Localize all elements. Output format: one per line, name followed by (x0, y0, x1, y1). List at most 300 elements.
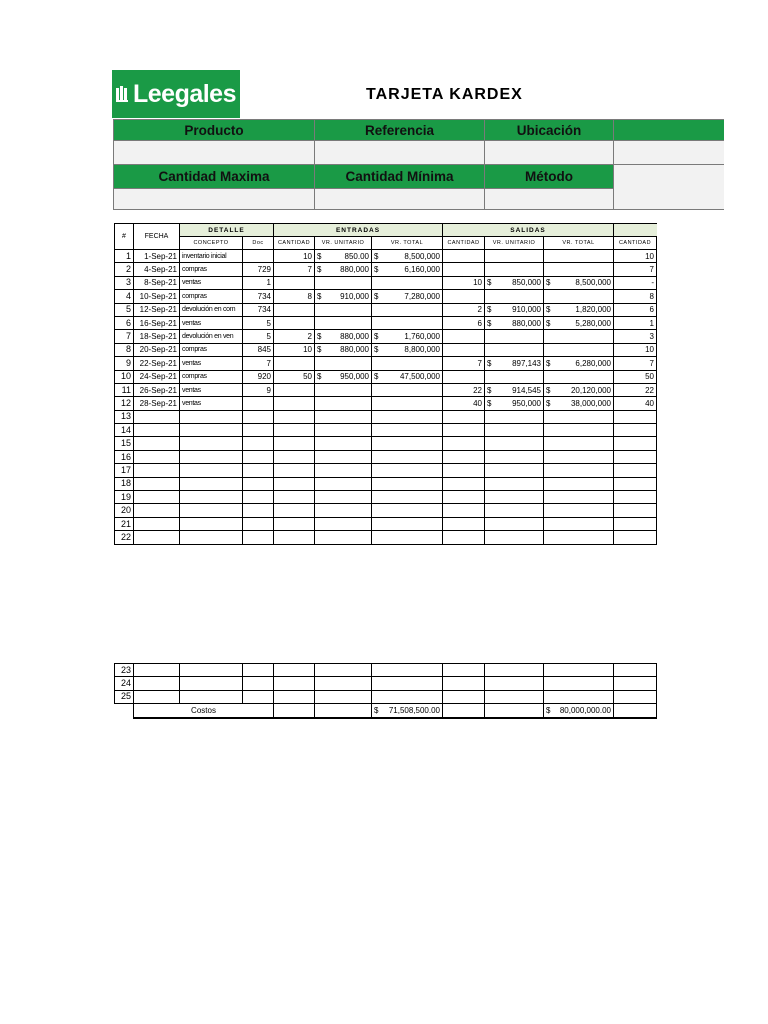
empty-cell[interactable] (614, 437, 657, 450)
empty-cell[interactable] (180, 437, 243, 450)
empty-cell[interactable] (372, 450, 443, 463)
empty-cell[interactable] (243, 531, 274, 544)
empty-cell[interactable] (443, 477, 485, 490)
entradas-vr-total-cell[interactable] (372, 370, 443, 383)
empty-cell[interactable] (274, 450, 315, 463)
costos-blank-4 (443, 704, 485, 718)
salidas-vr-unitario-cell[interactable] (485, 383, 544, 396)
entradas-cantidad-cell[interactable] (274, 276, 315, 289)
entradas-vr-unitario-cell-value: 950,000 (340, 372, 369, 382)
entradas-vr-unitario-cell[interactable] (315, 397, 372, 410)
ubicacion-label: Ubicación (485, 120, 614, 141)
fecha-cell[interactable]: 18-Sep-21 (134, 330, 180, 343)
salidas-vr-unitario-cell-value: 914,545 (512, 385, 541, 395)
empty-cell[interactable] (134, 491, 180, 504)
entradas-vr-total-cell[interactable] (372, 383, 443, 396)
table-row (115, 383, 657, 396)
empty-cell[interactable] (372, 690, 443, 703)
entradas-vr-unitario-cell[interactable] (315, 276, 372, 289)
empty-cell[interactable] (180, 424, 243, 437)
empty-cell[interactable] (274, 464, 315, 477)
row-number: 4 (115, 290, 134, 303)
table-row (115, 450, 657, 463)
empty-cell[interactable] (614, 491, 657, 504)
empty-cell[interactable] (485, 464, 544, 477)
doc-cell[interactable]: 734 (243, 290, 274, 303)
salidas-vr-total-cell[interactable] (544, 383, 614, 396)
entradas-vr-total-cell[interactable] (372, 290, 443, 303)
costos-salidas-cell (544, 704, 614, 718)
empty-cell[interactable] (544, 491, 614, 504)
empty-cell[interactable] (485, 477, 544, 490)
empty-cell[interactable] (372, 517, 443, 530)
concepto-cell[interactable]: compras (180, 343, 243, 356)
empty-cell[interactable] (485, 450, 544, 463)
empty-cell[interactable] (372, 531, 443, 544)
empty-cell[interactable] (315, 424, 372, 437)
doc-cell[interactable]: 920 (243, 370, 274, 383)
fecha-cell[interactable]: 28-Sep-21 (134, 397, 180, 410)
empty-cell[interactable] (134, 517, 180, 530)
costos-row (115, 704, 657, 718)
empty-cell[interactable] (614, 464, 657, 477)
empty-cell[interactable] (243, 491, 274, 504)
salidas-vr-unitario-cell[interactable] (485, 330, 544, 343)
salidas-cantidad-cell[interactable]: 6 (443, 316, 485, 329)
empty-cell[interactable] (274, 491, 315, 504)
empty-cell[interactable] (443, 690, 485, 703)
empty-cell[interactable] (243, 477, 274, 490)
doc-cell[interactable]: 9 (243, 383, 274, 396)
ubicacion-field[interactable] (485, 141, 614, 165)
empty-cell[interactable] (134, 677, 180, 690)
empty-cell[interactable] (315, 677, 372, 690)
referencia-field[interactable] (315, 141, 485, 165)
empty-cell[interactable] (614, 677, 657, 690)
empty-cell[interactable] (485, 437, 544, 450)
entradas-vr-unitario-cell[interactable] (315, 316, 372, 329)
fecha-cell[interactable]: 4-Sep-21 (134, 263, 180, 276)
referencia-label: Referencia (315, 120, 485, 141)
empty-cell[interactable] (134, 531, 180, 544)
entradas-vr-unitario-cell[interactable] (315, 250, 372, 263)
entradas-vr-total-cell[interactable] (372, 263, 443, 276)
empty-cell[interactable] (544, 664, 614, 677)
empty-cell[interactable] (274, 504, 315, 517)
row-number: 2 (115, 263, 134, 276)
salidas-vr-unitario-cell[interactable] (485, 290, 544, 303)
fecha-cell[interactable]: 1-Sep-21 (134, 250, 180, 263)
entradas-vr-unitario-cell-value: 880,000 (340, 345, 369, 355)
row-number: 10 (115, 370, 134, 383)
empty-cell[interactable] (180, 504, 243, 517)
costos-label: Costos (134, 704, 274, 718)
saldo-cantidad-cell[interactable]: 1 (614, 316, 657, 329)
salidas-cantidad-cell[interactable] (443, 370, 485, 383)
saldo-cantidad-cell[interactable]: 8 (614, 290, 657, 303)
empty-cell[interactable] (243, 517, 274, 530)
salidas-cantidad-cell[interactable]: 2 (443, 303, 485, 316)
empty-cell[interactable] (544, 690, 614, 703)
concepto-cell[interactable]: ventas (180, 276, 243, 289)
salidas-cantidad-cell[interactable] (443, 330, 485, 343)
metodo-value-cell[interactable] (614, 165, 724, 210)
empty-cell[interactable] (544, 504, 614, 517)
empty-cell[interactable] (372, 664, 443, 677)
empty-cell[interactable] (544, 410, 614, 423)
concepto-cell[interactable]: ventas (180, 357, 243, 370)
empty-cell[interactable] (485, 424, 544, 437)
empty-cell[interactable] (544, 464, 614, 477)
empty-cell[interactable] (315, 531, 372, 544)
salidas-vr-total-cell[interactable] (544, 357, 614, 370)
entradas-cantidad-cell[interactable]: 2 (274, 330, 315, 343)
empty-cell[interactable] (315, 690, 372, 703)
empty-cell[interactable] (372, 437, 443, 450)
entradas-vr-total-cell-value: 8,800,000 (404, 345, 440, 355)
salidas-vr-total-cell-value: 38,000,000 (570, 398, 611, 408)
saldo-cantidad-cell[interactable]: 6 (614, 303, 657, 316)
empty-cell[interactable] (443, 450, 485, 463)
empty-cell[interactable] (614, 410, 657, 423)
saldo-cantidad-cell[interactable]: - (614, 276, 657, 289)
salidas-vr-unitario-cell[interactable] (485, 370, 544, 383)
concepto-cell[interactable]: ventas (180, 397, 243, 410)
doc-cell[interactable]: 845 (243, 343, 274, 356)
empty-cell[interactable] (614, 517, 657, 530)
empty-cell[interactable] (315, 450, 372, 463)
cantidad-maxima-field[interactable] (114, 189, 315, 210)
salidas-cantidad-cell[interactable]: 40 (443, 397, 485, 410)
saldo-cantidad-cell[interactable]: 7 (614, 263, 657, 276)
salidas-vr-total-cell[interactable] (544, 397, 614, 410)
fecha-cell[interactable]: 20-Sep-21 (134, 343, 180, 356)
entradas-cantidad-cell[interactable]: 10 (274, 343, 315, 356)
empty-cell[interactable] (614, 504, 657, 517)
empty-cell[interactable] (443, 464, 485, 477)
concepto-cell[interactable]: ventas (180, 316, 243, 329)
salidas-cantidad-cell[interactable] (443, 250, 485, 263)
concepto-cell[interactable]: compras (180, 263, 243, 276)
empty-cell[interactable] (315, 464, 372, 477)
empty-cell[interactable] (243, 464, 274, 477)
salidas-cantidad-cell[interactable] (443, 290, 485, 303)
empty-cell[interactable] (443, 677, 485, 690)
empty-cell[interactable] (243, 677, 274, 690)
empty-cell[interactable] (134, 437, 180, 450)
entradas-vr-total-cell[interactable] (372, 330, 443, 343)
empty-cell[interactable] (485, 491, 544, 504)
empty-cell[interactable] (134, 424, 180, 437)
sub-salidas-cantidad: CANTIDAD (443, 237, 485, 250)
salidas-vr-total-cell[interactable] (544, 276, 614, 289)
entradas-vr-unitario-cell[interactable] (315, 357, 372, 370)
empty-cell[interactable] (134, 690, 180, 703)
entradas-vr-total-cell[interactable] (372, 250, 443, 263)
producto-field[interactable] (114, 141, 315, 165)
empty-cell[interactable] (544, 437, 614, 450)
empty-cell[interactable] (243, 664, 274, 677)
entradas-vr-unitario-cell[interactable] (315, 290, 372, 303)
saldo-cantidad-cell[interactable]: 10 (614, 250, 657, 263)
empty-cell[interactable] (243, 690, 274, 703)
entradas-cantidad-cell[interactable]: 10 (274, 250, 315, 263)
salidas-vr-total-cell[interactable] (544, 330, 614, 343)
empty-cell[interactable] (372, 677, 443, 690)
entradas-cantidad-cell[interactable] (274, 397, 315, 410)
fecha-cell[interactable]: 12-Sep-21 (134, 303, 180, 316)
extra-field[interactable] (614, 141, 724, 165)
empty-cell[interactable] (485, 410, 544, 423)
saldo-cantidad-cell[interactable]: 22 (614, 383, 657, 396)
row-number: 20 (115, 504, 134, 517)
concepto-cell[interactable]: compras (180, 370, 243, 383)
entradas-vr-total-cell[interactable] (372, 303, 443, 316)
entradas-cantidad-cell[interactable]: 7 (274, 263, 315, 276)
entradas-vr-unitario-cell[interactable] (315, 383, 372, 396)
empty-cell[interactable] (372, 504, 443, 517)
empty-cell[interactable] (372, 491, 443, 504)
entradas-vr-total-cell[interactable] (372, 276, 443, 289)
currency-sign: $ (374, 345, 379, 355)
fecha-cell[interactable]: 24-Sep-21 (134, 370, 180, 383)
salidas-vr-unitario-cell[interactable] (485, 397, 544, 410)
empty-cell[interactable] (614, 450, 657, 463)
empty-cell[interactable] (544, 517, 614, 530)
salidas-vr-total-cell[interactable] (544, 370, 614, 383)
salidas-vr-total-cell[interactable] (544, 290, 614, 303)
salidas-cantidad-cell[interactable]: 22 (443, 383, 485, 396)
empty-cell[interactable] (443, 410, 485, 423)
table-row (115, 357, 657, 370)
concepto-cell[interactable]: compras (180, 290, 243, 303)
salidas-cantidad-cell[interactable]: 10 (443, 276, 485, 289)
empty-cell[interactable] (315, 410, 372, 423)
salidas-cantidad-cell[interactable]: 7 (443, 357, 485, 370)
empty-cell[interactable] (180, 531, 243, 544)
salidas-cantidad-cell[interactable] (443, 343, 485, 356)
empty-cell[interactable] (180, 410, 243, 423)
entradas-vr-total-cell[interactable] (372, 343, 443, 356)
costos-blank-6 (614, 704, 657, 718)
saldo-cantidad-cell[interactable]: 3 (614, 330, 657, 343)
currency-sign: $ (374, 265, 379, 275)
empty-cell[interactable] (243, 410, 274, 423)
salidas-vr-unitario-cell[interactable] (485, 303, 544, 316)
empty-cell[interactable] (315, 491, 372, 504)
empty-cell[interactable] (315, 437, 372, 450)
empty-cell[interactable] (274, 690, 315, 703)
concepto-cell[interactable]: inventario inicial (180, 250, 243, 263)
empty-cell[interactable] (485, 504, 544, 517)
currency-sign: $ (317, 251, 322, 261)
row-number: 3 (115, 276, 134, 289)
doc-cell[interactable]: 1 (243, 276, 274, 289)
saldo-cantidad-cell[interactable]: 50 (614, 370, 657, 383)
saldo-cantidad-cell[interactable]: 7 (614, 357, 657, 370)
salidas-vr-unitario-cell-value: 910,000 (512, 305, 541, 315)
fecha-cell[interactable]: 16-Sep-21 (134, 316, 180, 329)
empty-cell[interactable] (443, 664, 485, 677)
fecha-cell[interactable]: 26-Sep-21 (134, 383, 180, 396)
currency-sign: $ (487, 385, 492, 395)
empty-cell[interactable] (274, 517, 315, 530)
entradas-cantidad-cell[interactable] (274, 316, 315, 329)
costos-entradas-cell (372, 704, 443, 718)
entradas-vr-unitario-cell[interactable] (315, 343, 372, 356)
salidas-vr-unitario-cell[interactable] (485, 276, 544, 289)
entradas-vr-unitario-cell[interactable] (315, 330, 372, 343)
currency-sign: $ (317, 372, 322, 382)
row-number: 1 (115, 250, 134, 263)
empty-cell[interactable] (274, 677, 315, 690)
concepto-cell[interactable]: devolución en com (180, 303, 243, 316)
empty-cell[interactable] (485, 677, 544, 690)
empty-cell[interactable] (134, 410, 180, 423)
empty-cell[interactable] (180, 491, 243, 504)
doc-cell[interactable]: 5 (243, 330, 274, 343)
salidas-vr-total-cell[interactable] (544, 263, 614, 276)
empty-cell[interactable] (274, 531, 315, 544)
costos-blank-2 (274, 704, 315, 718)
empty-cell[interactable] (614, 477, 657, 490)
empty-cell[interactable] (243, 450, 274, 463)
salidas-vr-total-cell[interactable] (544, 343, 614, 356)
empty-cell[interactable] (485, 531, 544, 544)
empty-cell[interactable] (274, 477, 315, 490)
fecha-cell[interactable]: 8-Sep-21 (134, 276, 180, 289)
table-row (115, 370, 657, 383)
empty-cell[interactable] (372, 464, 443, 477)
empty-cell[interactable] (134, 477, 180, 490)
concepto-cell[interactable]: ventas (180, 383, 243, 396)
empty-cell[interactable] (315, 477, 372, 490)
empty-cell[interactable] (134, 464, 180, 477)
extra-header-cell (614, 120, 724, 141)
empty-cell[interactable] (614, 690, 657, 703)
empty-cell[interactable] (315, 664, 372, 677)
empty-cell[interactable] (544, 477, 614, 490)
entradas-vr-unitario-cell[interactable] (315, 263, 372, 276)
empty-cell[interactable] (180, 517, 243, 530)
doc-cell[interactable] (243, 250, 274, 263)
empty-cell[interactable] (614, 424, 657, 437)
salidas-vr-unitario-cell[interactable] (485, 343, 544, 356)
salidas-vr-unitario-cell[interactable] (485, 357, 544, 370)
empty-cell[interactable] (443, 437, 485, 450)
empty-cell[interactable] (274, 410, 315, 423)
empty-cell[interactable] (544, 450, 614, 463)
currency-sign: $ (374, 705, 379, 715)
salidas-cantidad-cell[interactable] (443, 263, 485, 276)
saldo-section-header (614, 224, 657, 237)
empty-cell[interactable] (443, 424, 485, 437)
empty-cell[interactable] (614, 664, 657, 677)
entradas-cantidad-cell[interactable] (274, 357, 315, 370)
empty-cell[interactable] (372, 477, 443, 490)
row-number: 18 (115, 477, 134, 490)
empty-cell[interactable] (485, 664, 544, 677)
empty-cell[interactable] (274, 424, 315, 437)
salidas-vr-unitario-cell[interactable] (485, 316, 544, 329)
entradas-cantidad-cell[interactable]: 50 (274, 370, 315, 383)
salidas-vr-unitario-cell[interactable] (485, 263, 544, 276)
row-number: 5 (115, 303, 134, 316)
doc-cell[interactable]: 734 (243, 303, 274, 316)
empty-cell[interactable] (614, 531, 657, 544)
empty-cell[interactable] (180, 664, 243, 677)
empty-cell[interactable] (180, 477, 243, 490)
fecha-cell[interactable]: 22-Sep-21 (134, 357, 180, 370)
empty-cell[interactable] (180, 677, 243, 690)
empty-cell[interactable] (544, 531, 614, 544)
currency-sign: $ (546, 318, 551, 328)
concepto-cell[interactable]: devolución en ven (180, 330, 243, 343)
entradas-vr-total-cell[interactable] (372, 397, 443, 410)
row-number: 13 (115, 410, 134, 423)
currency-sign: $ (317, 345, 322, 355)
doc-cell[interactable]: 7 (243, 357, 274, 370)
empty-cell[interactable] (180, 450, 243, 463)
saldo-cantidad-cell[interactable]: 40 (614, 397, 657, 410)
fecha-cell[interactable]: 10-Sep-21 (134, 290, 180, 303)
empty-cell[interactable] (443, 531, 485, 544)
empty-cell[interactable] (544, 424, 614, 437)
entradas-cantidad-cell[interactable] (274, 383, 315, 396)
salidas-vr-total-cell[interactable] (544, 303, 614, 316)
doc-cell[interactable]: 729 (243, 263, 274, 276)
empty-cell[interactable] (274, 437, 315, 450)
empty-cell[interactable] (315, 504, 372, 517)
empty-cell[interactable] (274, 664, 315, 677)
empty-cell[interactable] (243, 504, 274, 517)
doc-cell[interactable]: 5 (243, 316, 274, 329)
empty-cell[interactable] (134, 504, 180, 517)
empty-cell[interactable] (443, 491, 485, 504)
empty-cell[interactable] (443, 517, 485, 530)
empty-cell[interactable] (243, 437, 274, 450)
empty-cell[interactable] (243, 424, 274, 437)
metodo-field[interactable] (485, 189, 614, 210)
empty-cell[interactable] (315, 517, 372, 530)
salidas-vr-unitario-cell[interactable] (485, 250, 544, 263)
entradas-cantidad-cell[interactable]: 8 (274, 290, 315, 303)
entradas-vr-unitario-cell[interactable] (315, 303, 372, 316)
cantidad-minima-field[interactable] (315, 189, 485, 210)
saldo-cantidad-cell[interactable]: 10 (614, 343, 657, 356)
empty-cell[interactable] (544, 677, 614, 690)
empty-cell[interactable] (134, 450, 180, 463)
salidas-vr-total-cell[interactable] (544, 250, 614, 263)
salidas-vr-total-cell[interactable] (544, 316, 614, 329)
doc-cell[interactable] (243, 397, 274, 410)
empty-cell[interactable] (180, 690, 243, 703)
empty-cell[interactable] (134, 664, 180, 677)
currency-sign: $ (374, 251, 379, 261)
entradas-cantidad-cell[interactable] (274, 303, 315, 316)
empty-cell[interactable] (180, 464, 243, 477)
entradas-vr-total-cell[interactable] (372, 357, 443, 370)
table-row (115, 330, 657, 343)
empty-cell[interactable] (443, 504, 485, 517)
sub-entradas-cantidad: CANTIDAD (274, 237, 315, 250)
entradas-vr-unitario-cell[interactable] (315, 370, 372, 383)
empty-cell[interactable] (372, 424, 443, 437)
empty-cell[interactable] (372, 410, 443, 423)
empty-cell[interactable] (485, 690, 544, 703)
entradas-vr-total-cell[interactable] (372, 316, 443, 329)
empty-cell[interactable] (485, 517, 544, 530)
